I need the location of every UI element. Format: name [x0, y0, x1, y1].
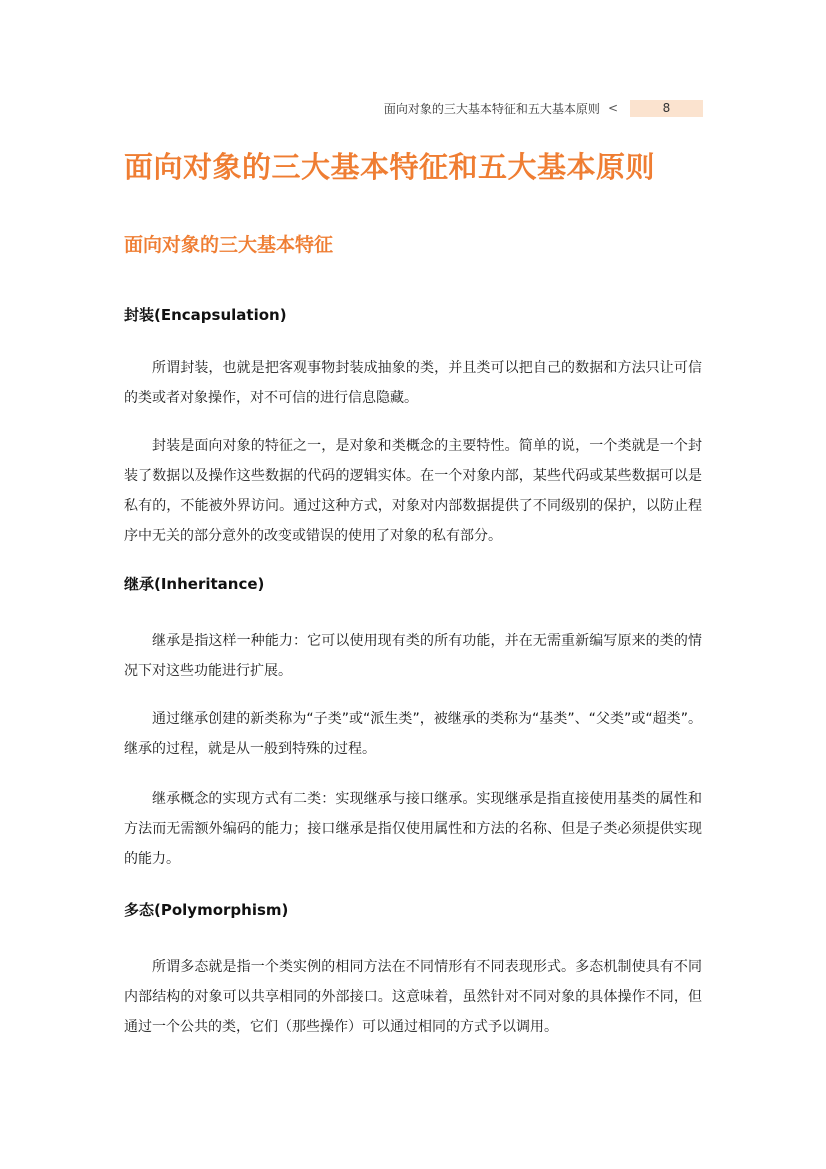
document-title: 面向对象的三大基本特征和五大基本原则: [124, 150, 656, 184]
page-number: 8: [630, 100, 703, 117]
encapsulation-paragraph-1: 所谓封装，也就是把客观事物封装成抽象的类，并且类可以把自己的数据和方法只让可信的类或者对象操作，对不可信的进行信息隐藏。: [124, 360, 702, 406]
chevron-left-icon[interactable]: <: [607, 101, 618, 115]
encapsulation-paragraph-2: 封装是面向对象的特征之一，是对象和类概念的主要特性。简单的说，一个类就是一个封装了数据以及操作这些数据的代码的逻辑实体。在一个对象内部，某些代码或某些数据可以是私有的，不能被外界访问。通过这种方式，对象对内部数据提供了不同级别的保护，以防止程序中无关的部分意外的改变或错误的使用了对象的私有部分。: [124, 438, 702, 544]
running-header: [0, 99, 703, 117]
polymorphism-heading: 多态(Polymorphism): [124, 901, 289, 919]
running-title: 面向对象的三大基本特征和五大基本原则: [383, 101, 600, 116]
inheritance-paragraph-3: 继承概念的实现方式有二类：实现继承与接口继承。实现继承是指直接使用基类的属性和方法而无需额外编码的能力；接口继承是指仅使用属性和方法的名称、但是子类必须提供实现的能力。: [124, 791, 702, 867]
encapsulation-heading: 封装(Encapsulation): [124, 306, 287, 324]
section-title: 面向对象的三大基本特征: [124, 234, 334, 256]
polymorphism-paragraph-1: 所谓多态就是指一个类实例的相同方法在不同情形有不同表现形式。多态机制使具有不同内部结构的对象可以共享相同的外部接口。这意味着，虽然针对不同对象的具体操作不同，但通过一个公共的类，它们（那些操作）可以通过相同的方式予以调用。: [124, 959, 702, 1035]
inheritance-paragraph-1: 继承是指这样一种能力：它可以使用现有类的所有功能，并在无需重新编写原来的类的情况下对这些功能进行扩展。: [124, 633, 702, 679]
inheritance-heading: 继承(Inheritance): [124, 575, 265, 593]
inheritance-paragraph-2: 通过继承创建的新类称为“子类”或“派生类”，被继承的类称为“基类”、“父类”或“超类”。继承的过程，就是从一般到特殊的过程。: [124, 711, 702, 757]
